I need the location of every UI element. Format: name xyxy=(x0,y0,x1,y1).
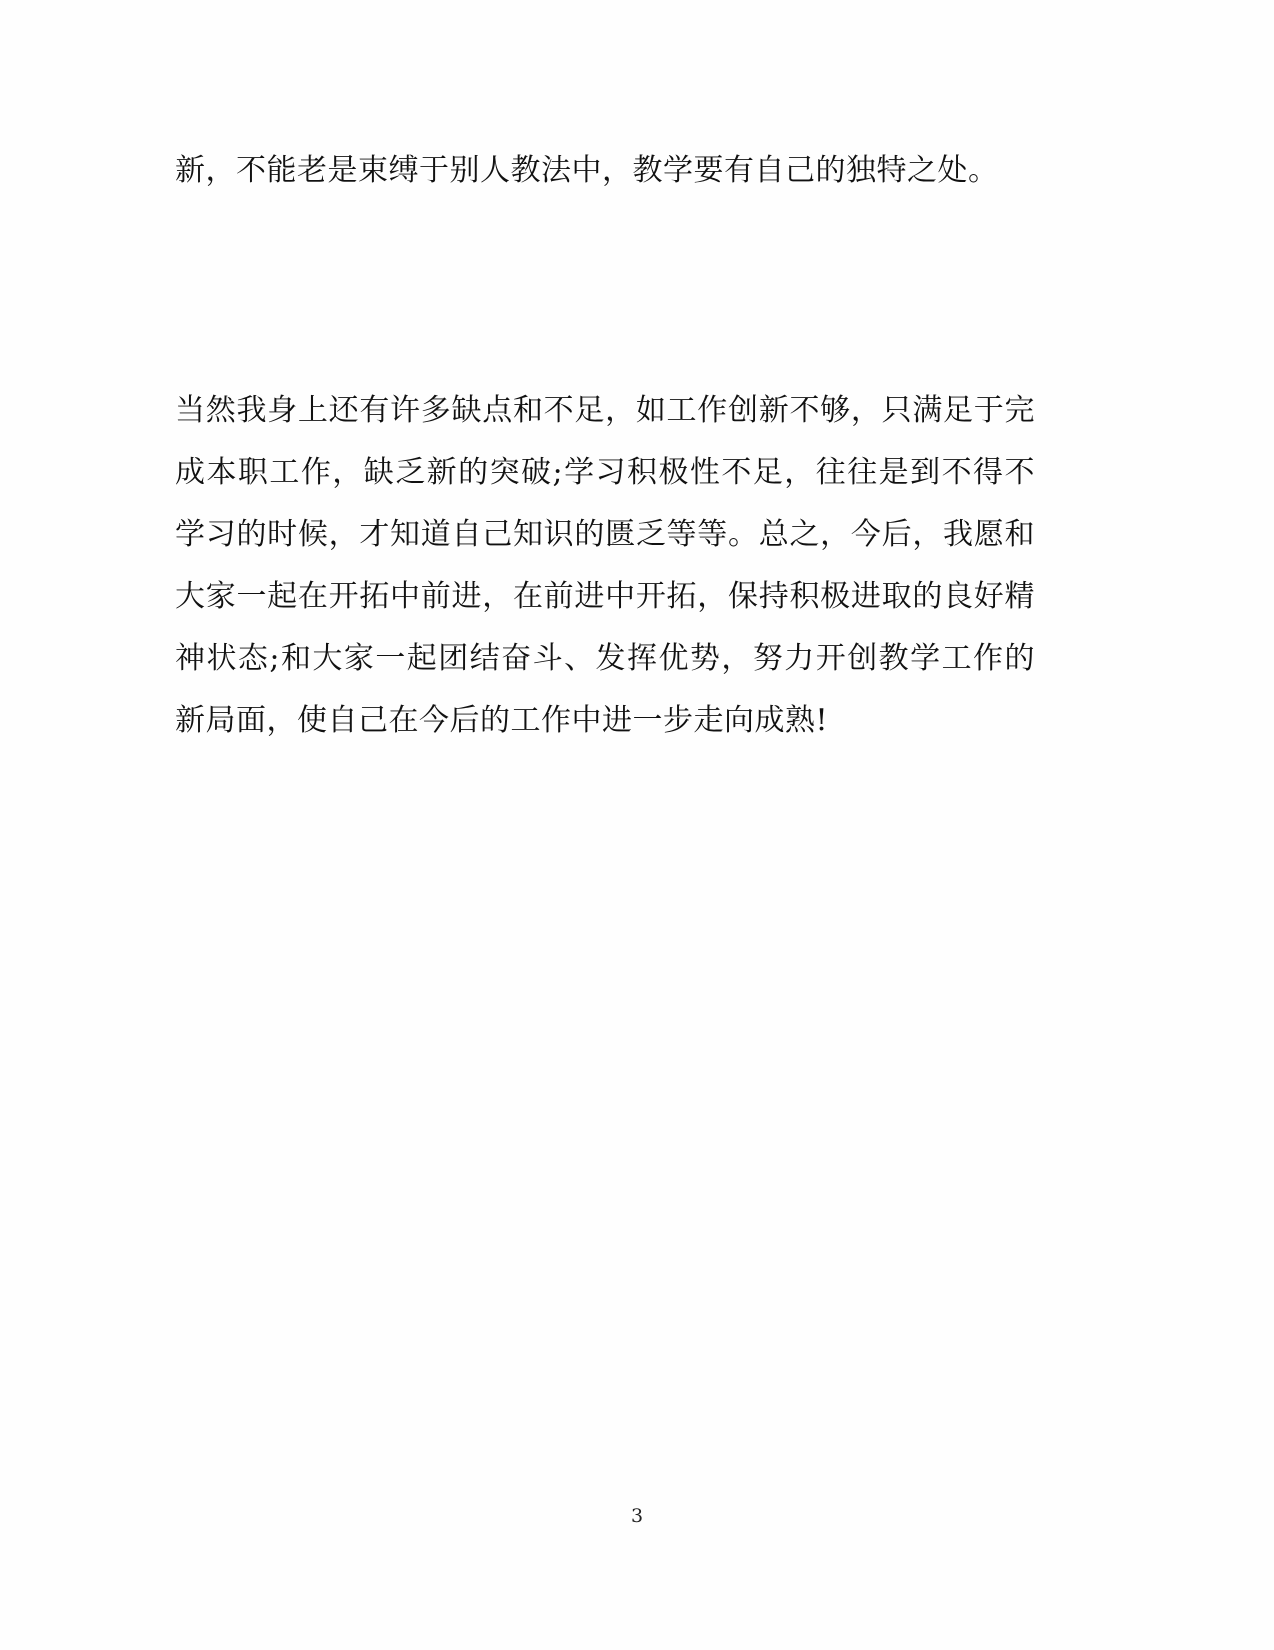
document-body xyxy=(175,140,1035,752)
paragraph-continuation: 新，不能老是束缚于别人教法中，教学要有自己的独特之处。 xyxy=(175,153,999,188)
page-number: 3 xyxy=(630,1505,644,1527)
paragraph-conclusion: 当然我身上还有许多缺点和不足，如工作创新不够，只满足于完成本职工作，缺乏新的突破;学习积极性不足，往往是到不得不学习的时候，才知道自己知识的匮乏等等。总之，今后，我愿和大家一起在开拓中前进，在前进中开拓，保持积极进取的良好精神状态;和大家一起团结奋斗、发挥优势，努力开创教学工作的新局面，使自己在今后的工作中进一步走向成熟! xyxy=(175,393,1035,738)
paragraph-spacer xyxy=(175,202,1035,380)
